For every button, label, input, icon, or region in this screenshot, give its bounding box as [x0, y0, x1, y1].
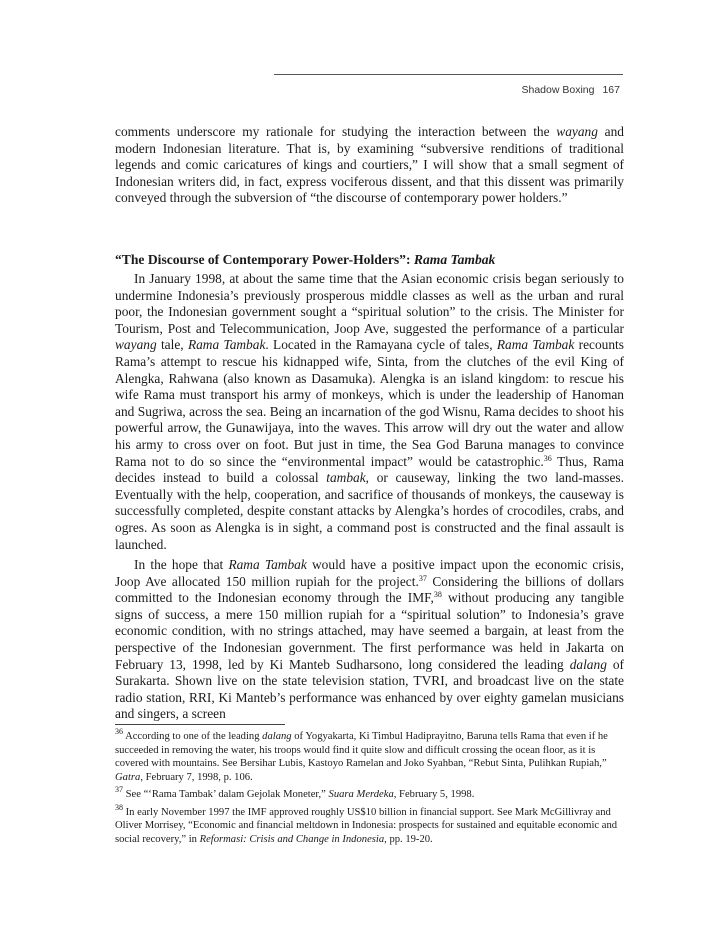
intro-paragraph [115, 124, 624, 207]
text-run: of Yogyakarta, Ki Timbul Hadiprayitno, Baruna tells Rama that even if he succeeded in removing the water, his troops would find it quite slow and difficult crossing the ocean floor, as it is covered with mountains. See Bersihar Lubis, Kastoyo Ramelan and Joko Syahban, “Rebut Sinta, Pulihkan Rupiah,” [115, 731, 608, 769]
italic-term: Rama Tambak [228, 557, 307, 573]
italic-term: Gatra [115, 771, 141, 783]
text-run: Considering the billions of dollars committed to the Indonesian economy through the IMF, [115, 573, 624, 606]
text-run: of Surakarta. Shown live on the state television station, TVRI, and broadcast live on the state radio station, RRI, Ki Manteb’s performance was enhanced by over eighty gamelan musicians and singers, a screen [115, 656, 624, 722]
text-run: In January 1998, at about the same time that the Asian economic crisis began seriously to undermine Indonesia’s previously prosperous middle classes as well as the urban and rural poor, the Indonesian government sought a “spiritual solution” to the crisis. The Minister for Tourism, Post and Telecommunication, Joop Ave, suggested the performance of a particular [115, 271, 624, 336]
header-rule [274, 74, 623, 75]
italic-term: wayang [556, 124, 598, 139]
text-run: , February 7, 1998, p. 106. [140, 771, 253, 783]
text-run: comments underscore my rationale for studying the interaction between the [115, 124, 557, 139]
page-number: 167 [602, 84, 620, 96]
italic-term: Rama Tambak [187, 337, 266, 353]
italic-term: dalang [262, 731, 292, 742]
text-run: tale, [156, 337, 188, 353]
footnote-37 [115, 785, 624, 802]
heading-italic: Rama Tambak [413, 252, 496, 267]
text-run: , or causeway, linking the two land-masses. Eventually with the help, cooperation, and sacrifice of thousands of monkeys, the causeway is successfully completed, despite constant attacks by Alengka’s hordes of crocodiles, crabs, and ogres. As soon as Alengka is in sight, a command post is constructed and the final assault is launched. [115, 470, 624, 552]
footnote-36 [115, 727, 624, 784]
footnote-ref[interactable]: 38 [433, 590, 442, 600]
intro-paragraph-block [115, 124, 624, 207]
footnote-rule [115, 724, 285, 725]
text-run: Thus, Rama decides instead to build a colossal [115, 453, 624, 486]
text-run: without producing any tangible signs of success, a mere 150 million rupiah for a “spiritual solution” to Indonesia’s grave economic condition, with no strings attached, may have seemed a bargain, at least from the perspective of the Indonesian government. The first performance was held in Jakarta on February 13, 1998, led by Ki Manteb Sudharsono, long considered the leading [115, 590, 624, 672]
text-run: According to one of the leading [123, 731, 263, 742]
paragraph-2 [115, 557, 624, 723]
footnotes [115, 727, 624, 850]
text-run: and modern Indonesian literature. That is, by examining “subversive renditions of traditional legends and comic caricatures of kings and courtiers,” I will show that a small segment of Indonesian writers did, in fact, express vociferous dissent, and that this dissent was primarily conveyed through the subversion of “the discourse of contemporary power holders.” [115, 124, 624, 206]
italic-term: Rama Tambak [496, 337, 575, 353]
italic-term: dalang [569, 656, 607, 672]
section-body [115, 271, 624, 723]
footnote-number: 38 [115, 802, 123, 812]
paragraph-1 [115, 271, 624, 553]
text-run: recounts Rama’s attempt to rescue his kidnapped wife, Sinta, from the clutches of the evil King of Alengka, Rahwana (also known as Dasamuka). Alengka is an island kingdom: to rescue his wife Rama must transport his army of monkeys, which is under the leadership of Hanoman and Sugriwa, across the sea. Being an incarnation of the god Wisnu, Rama decides to shoot his powerful arrow, the Gunawijaya, into the waves. This arrow will dry out the water and allow his army to cross over on foot. But just in time, the Sea God Baruna manages to convince Rama not to do so since the “environmental impact” would be catastrophic. [115, 337, 624, 469]
italic-term: tambak [326, 470, 366, 486]
text-run: would have a positive impact upon the economic crisis, Joop Ave allocated 150 million rupiah for the project. [115, 557, 624, 589]
heading-text: “The Discourse of Contemporary Power-Holders”: [115, 252, 414, 267]
footnote-ref[interactable]: 36 [543, 453, 552, 463]
text-run: In early November 1997 the IMF approved roughly US$10 billion in financial support. See Mark McGillivray and Oliver Morrisey, “Economic and financial meltdown in Indonesia: prospects for sustained and equitable economic and social recovery,” in [115, 806, 618, 845]
text-run: , pp. 19-20. [384, 833, 433, 845]
running-title: Shadow Boxing [521, 84, 595, 96]
footnote-38 [115, 802, 624, 847]
text-run: In the hope that [134, 557, 229, 573]
footnote-ref[interactable]: 37 [418, 573, 427, 583]
running-head [522, 84, 621, 96]
italic-term: Reformasi: Crisis and Change in Indonesia [199, 833, 385, 845]
section-heading [115, 251, 624, 268]
text-run: . Located in the Ramayana cycle of tales, [265, 337, 497, 353]
italic-term: wayang [115, 337, 157, 353]
text-run: , February 5, 1998. [393, 789, 475, 800]
footnote-number: 36 [115, 727, 123, 736]
italic-term: Suara Merdeka [328, 789, 394, 800]
text-run: See “‘Rama Tambak’ dalam Gejolak Moneter,” [123, 789, 329, 800]
footnote-number: 37 [115, 785, 123, 794]
